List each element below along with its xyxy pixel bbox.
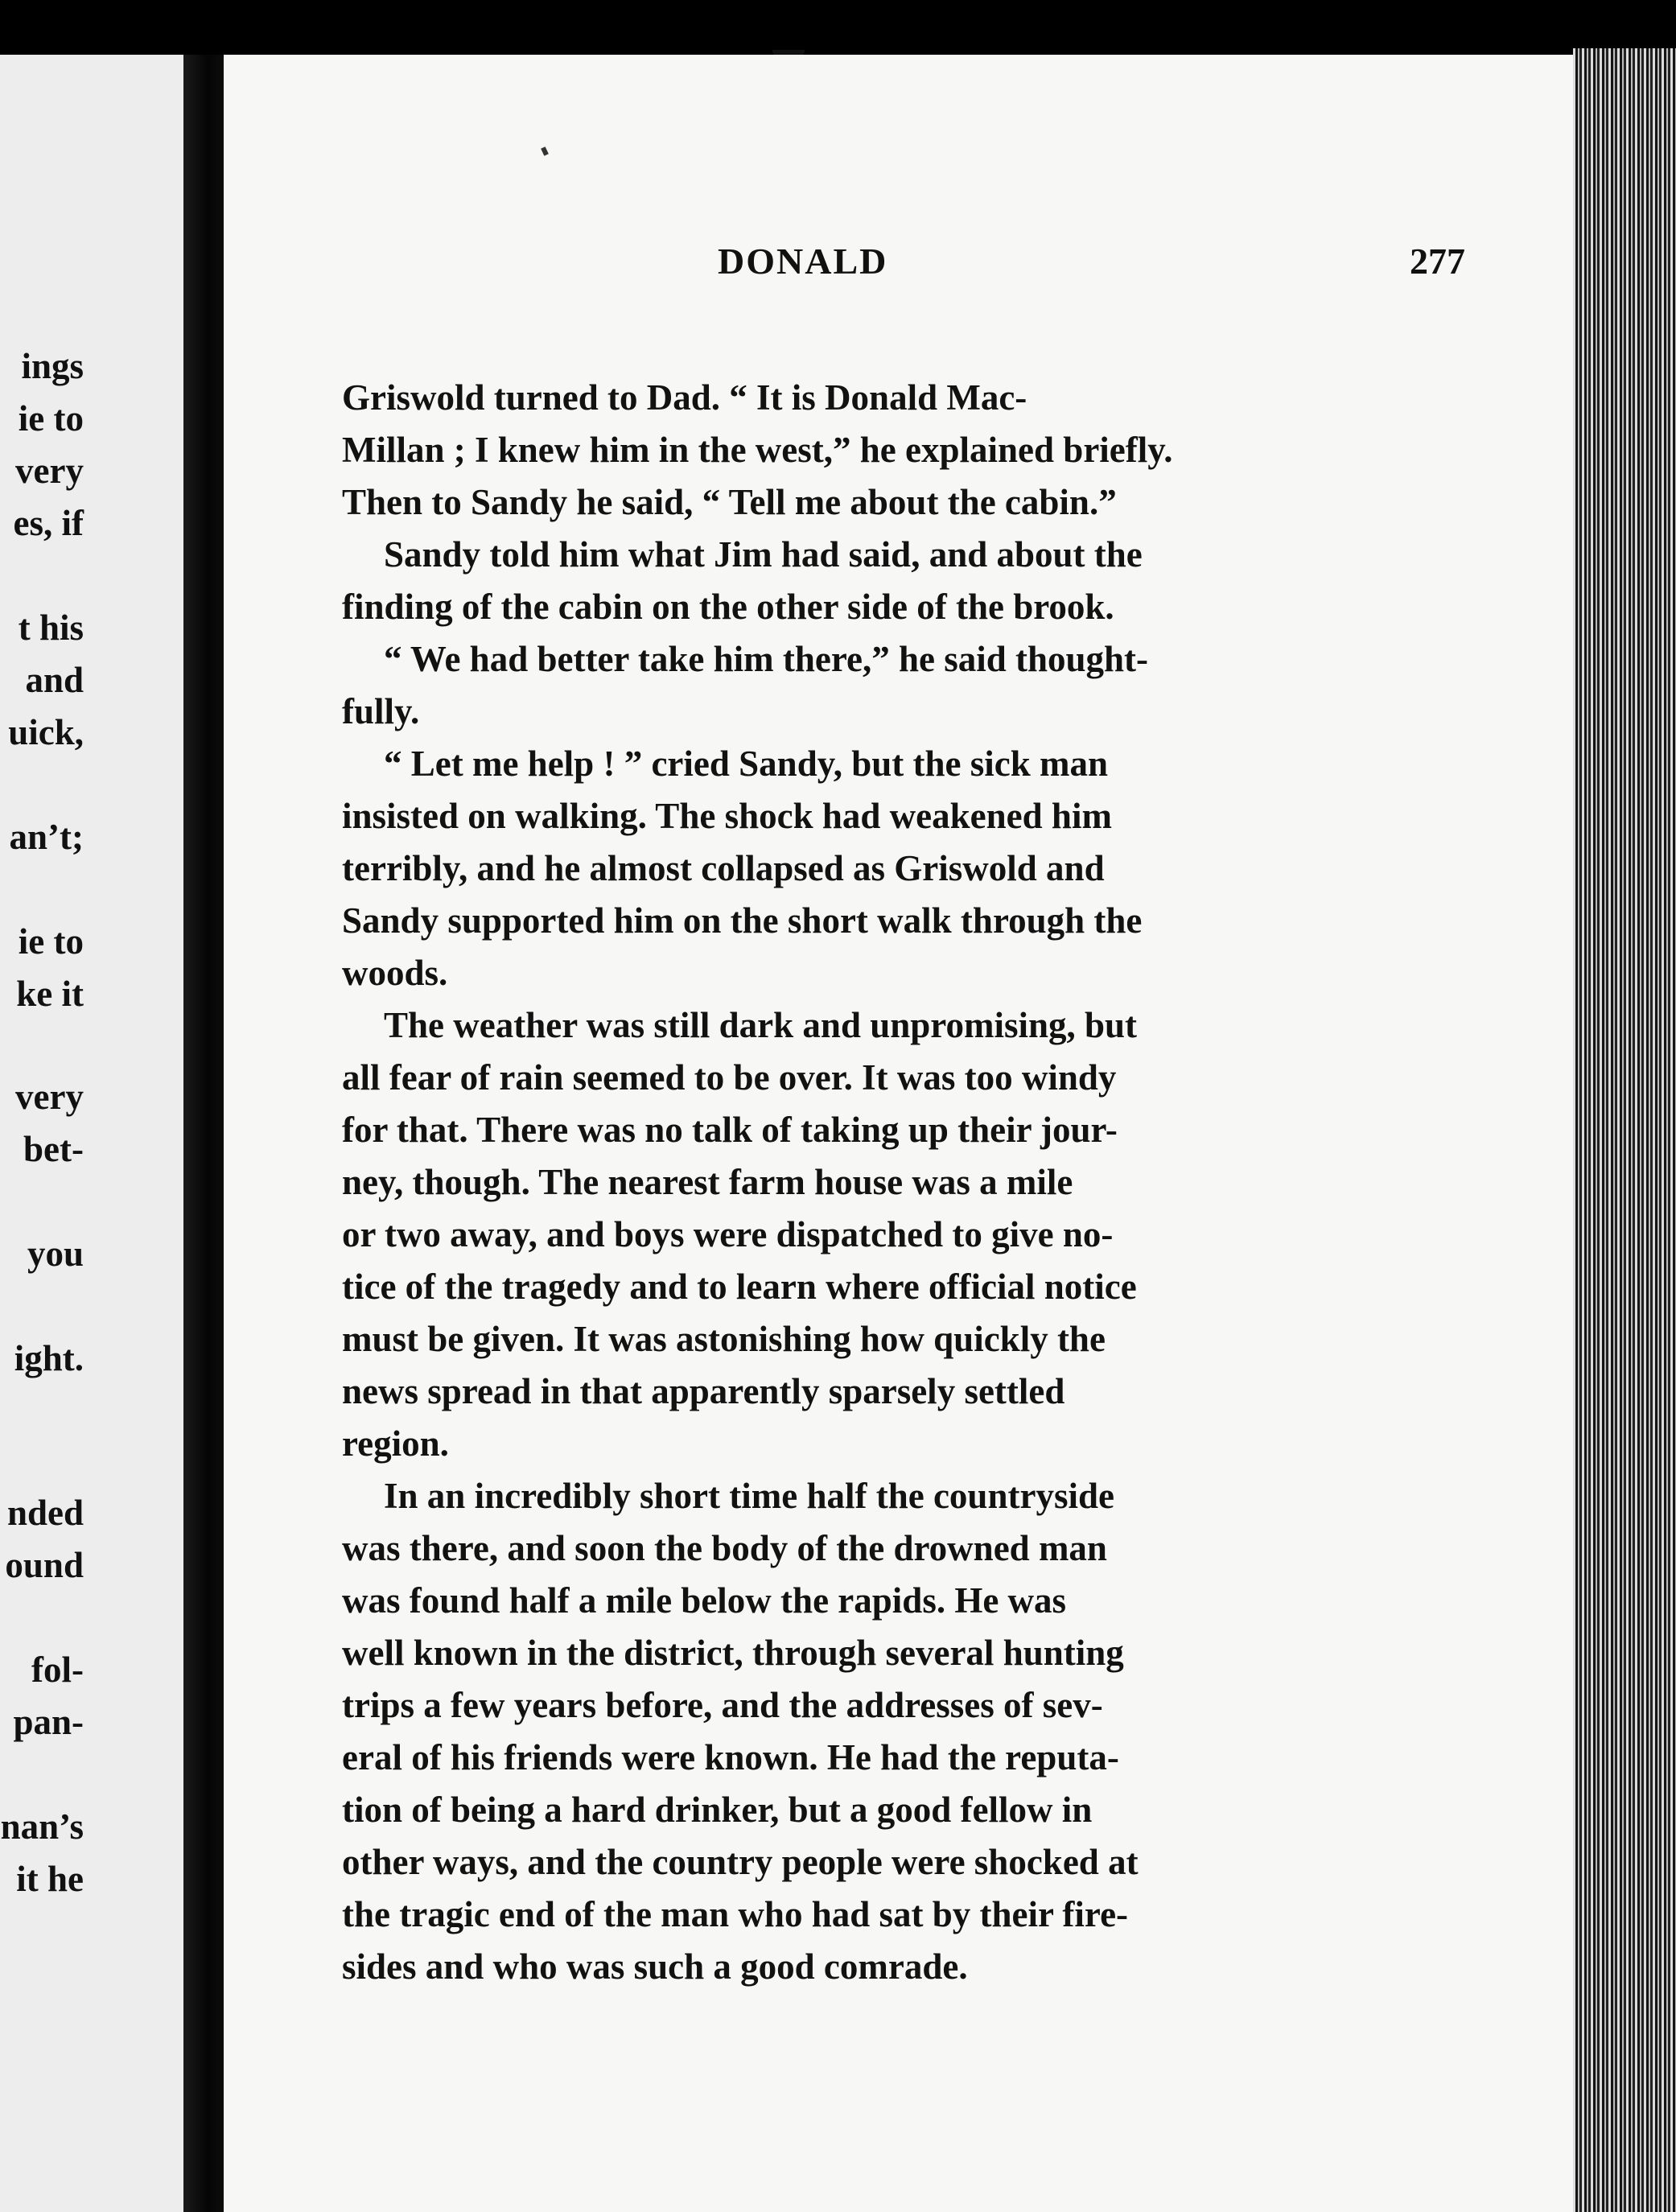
text-line: all fear of rain seemed to be over. It was too windy xyxy=(342,1057,1117,1098)
left-fragment: es, if xyxy=(13,503,84,543)
text-line: trips a few years before, and the addresses of sev- xyxy=(342,1685,1103,1725)
left-fragment: ie to xyxy=(18,398,84,439)
text-line: ney, though. The nearest farm house was a mile xyxy=(342,1162,1073,1202)
text-line: was found half a mile below the rapids. He was xyxy=(342,1580,1067,1621)
left-fragment: nded xyxy=(6,1493,84,1533)
left-fragment: it he xyxy=(16,1859,84,1899)
page-277 xyxy=(224,55,1573,2212)
text-line: fully. xyxy=(342,691,420,731)
left-fragment: and xyxy=(25,660,84,700)
text-line: the tragic end of the man who had sat by their fire- xyxy=(342,1894,1129,1934)
left-fragment: ound xyxy=(5,1545,84,1585)
left-fragment: fol- xyxy=(31,1650,84,1690)
text-line: “ Let me help ! ” cried Sandy, but the sick man xyxy=(384,744,1109,784)
text-line: tice of the tragedy and to learn where official notice xyxy=(342,1267,1137,1307)
text-line: other ways, and the country people were shocked at xyxy=(342,1842,1139,1882)
text-line: terribly, and he almost collapsed as Griswold and xyxy=(342,848,1105,888)
text-line: Griswold turned to Dad. “ It is Donald Mac- xyxy=(342,377,1027,418)
text-line: Then to Sandy he said, “ Tell me about the cabin.” xyxy=(342,482,1117,522)
left-fragment: ke it xyxy=(16,974,84,1014)
text-line: finding of the cabin on the other side of the brook. xyxy=(342,587,1114,627)
scan-top-shadow xyxy=(0,0,1676,55)
page-edges xyxy=(1573,48,1676,2212)
text-line: or two away, and boys were dispatched to give no- xyxy=(342,1214,1114,1254)
left-fragment: pan- xyxy=(13,1702,84,1742)
left-fragment: ings xyxy=(21,346,84,386)
text-line: must be given. It was astonishing how quickly the xyxy=(342,1319,1106,1359)
text-line: Millan ; I knew him in the west,” he explained briefly. xyxy=(342,430,1173,470)
text-line: insisted on walking. The shock had weakened him xyxy=(342,796,1112,836)
text-line: Sandy told him what Jim had said, and about the xyxy=(384,534,1143,575)
left-fragment: very xyxy=(15,451,84,491)
text-line: was there, and soon the body of the drowned man xyxy=(342,1528,1107,1568)
page-number: 277 xyxy=(1410,241,1465,282)
text-line: for that. There was no talk of taking up their jour- xyxy=(342,1110,1118,1150)
text-line: well known in the district, through several hunting xyxy=(342,1633,1124,1673)
text-line: Sandy supported him on the short walk through the xyxy=(342,900,1143,941)
text-line: eral of his friends were known. He had the reputa- xyxy=(342,1737,1119,1777)
text-line: “ We had better take him there,” he said thought- xyxy=(384,639,1149,679)
print-speck xyxy=(541,146,549,156)
text-line: sides and who was such a good comrade. xyxy=(342,1946,968,1987)
facing-page-left xyxy=(0,55,183,2212)
left-fragment: an’t; xyxy=(9,817,84,857)
left-fragment: ight. xyxy=(14,1338,84,1378)
book-gutter xyxy=(183,55,224,2212)
running-head: DONALD xyxy=(718,241,888,282)
left-fragment: bet- xyxy=(23,1129,84,1169)
left-fragment: nan’s xyxy=(0,1806,84,1847)
left-fragment: you xyxy=(27,1234,84,1274)
left-fragment: t his xyxy=(18,608,84,648)
page-header xyxy=(224,240,1573,296)
left-fragment: uick, xyxy=(8,712,84,752)
left-fragment: ie to xyxy=(18,921,84,962)
left-fragment: very xyxy=(15,1077,84,1117)
text-line: region. xyxy=(342,1423,449,1464)
text-line: The weather was still dark and unpromising, but xyxy=(384,1005,1138,1045)
text-line: woods. xyxy=(342,953,448,993)
text-line: news spread in that apparently sparsely settled xyxy=(342,1371,1065,1411)
text-line: tion of being a hard drinker, but a good fellow in xyxy=(342,1790,1093,1830)
text-line: In an incredibly short time half the countryside xyxy=(384,1476,1114,1516)
